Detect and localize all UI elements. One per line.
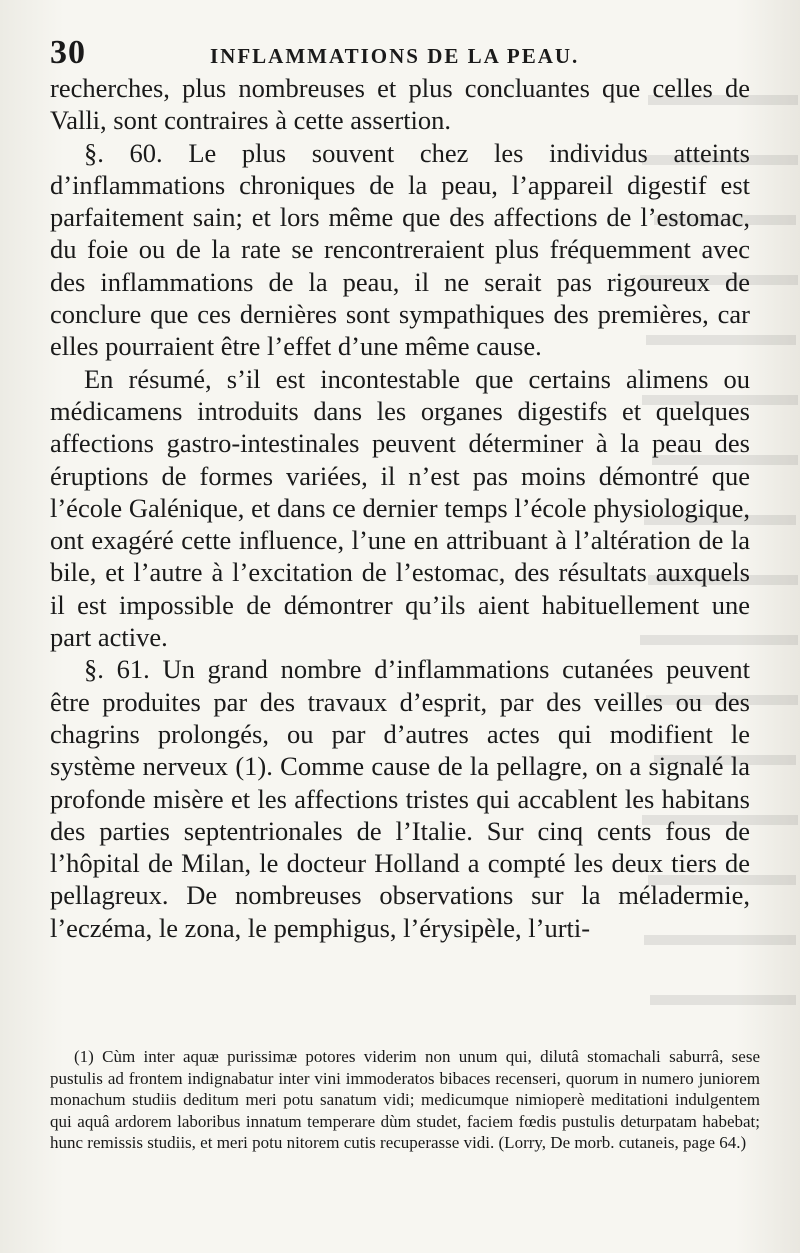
paragraph-section-61: §. 61. Un grand nombre d’inflammations cutanées peuvent être produites par des travaux d’esprit, par des veilles ou des chagrins prolongés, ou par d’autres actes qui modifient le système nerveux (1). Comme cause de la pellagre, on a signalé la profonde misère et les affections tristes qui accablent les habitans des parties septentrionales de l’Italie. Sur cinq cents fous de l’hôpital de Milan, le docteur Holland a compté les deux tiers de pellagreux. De nombreuses observations sur la méladermie, l’eczéma, le zona, le pemphigus, l’érysipèle, l’urti-: [50, 654, 750, 943]
footnote: [50, 1046, 760, 1154]
running-title: INFLAMMATIONS DE LA PEAU.: [210, 44, 580, 68]
paragraph-continuation: recherches, plus nombreuses et plus concluantes que celles de Valli, sont contraires à cette assertion.: [50, 73, 750, 136]
footnote-text: (1) Cùm inter aquæ purissimæ potores viderim non unum qui, dilutâ stomachali saburrâ, sese pustulis ad frontem indignabatur inter vini immoderatos bibaces recenseri, quorum in numero juniorem monachum studiis deditum meri potu sanatum vidi; medicumque nimioperè meditationi indulgentem qui aquâ ardorem laboribus innatum temperare dùm studet, faciem fœdis pustulis deturpatam habebat; hunc remissis studiis, et meri potu nitorem cutis recuperasse vidi. (Lorry, De morb. cutaneis, page 64.): [50, 1047, 760, 1152]
main-text: [50, 72, 750, 944]
paragraph-summary: En résumé, s’il est incontestable que certains alimens ou médicamens introduits dans les organes digestifs et quelques affections gastro-intestinales peuvent déterminer à la peau des éruptions de formes variées, il n’est pas moins démontré que l’école Galénique, et dans ce dernier temps l’école physiologique, ont exagéré cette influence, l’une en attribuant à l’altération de la bile, et l’autre à l’excitation de l’estomac, des résultats auxquels il est impossible de démontrer qu’ils aient habituellement une part active.: [50, 363, 750, 653]
page-number: 30: [50, 34, 86, 71]
page-header: [50, 34, 770, 74]
paragraph-section-60: §. 60. Le plus souvent chez les individus atteints d’inflammations chroniques de la peau, l’appareil digestif est parfaitement sain; et lors même que des affections de l’estomac, du foie ou de la rate se rencontreraient plus fréquemment avec des inflammations de la peau, il ne serait pas rigoureux de conclure que ces dernières sont sympathiques des premières, car elles pourraient être l’effet d’une même cause.: [50, 137, 750, 362]
